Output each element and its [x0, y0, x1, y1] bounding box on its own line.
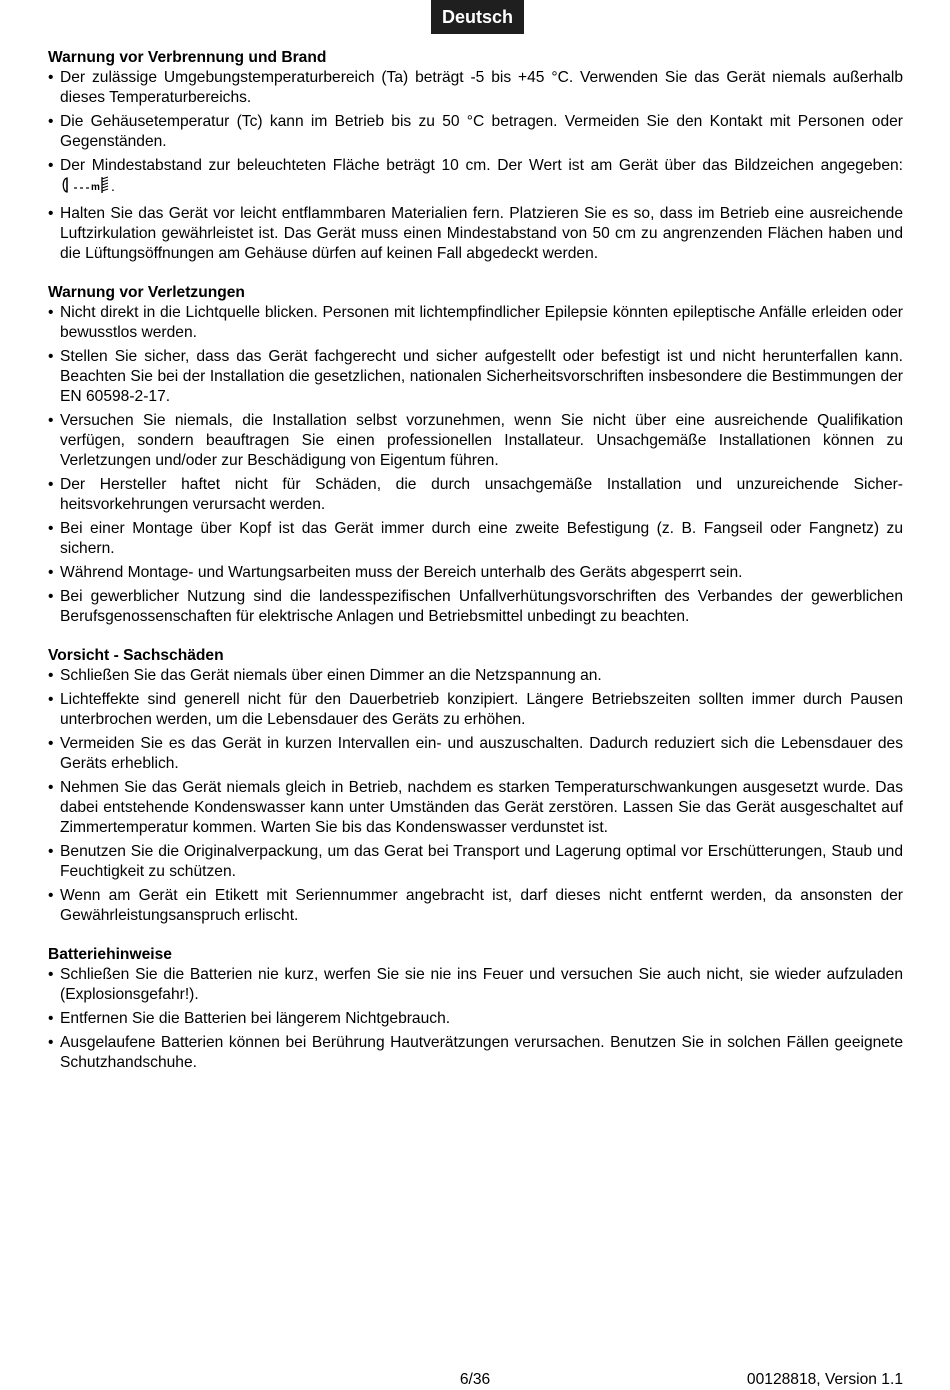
list-item: • Schließen Sie das Gerät niemals über einen Dimmer an die Netzspannung an.	[48, 666, 903, 686]
list-item: • Wenn am Gerät ein Etikett mit Seriennummer angebracht ist, darf dieses nicht entfernt werden, da ansonsten der Gewährleistungsanspruch erlischt.	[48, 886, 903, 926]
list-item: • Versuchen Sie niemals, die Installation selbst vorzunehmen, wenn Sie nicht über eine ausreichende Qualifikation verfügen, sondern beauftragen Sie einen professionellen Installateur. Unsachgemäße Installationen können zu Verletzungen und/oder zur Beschädigung von Eigentum führen.	[48, 411, 903, 471]
list-item: • Stellen Sie sicher, dass das Gerät fachgerecht und sicher aufgestellt oder befestigt ist und nicht herunterfallen kann. Beachten Sie bei der Installation die gesetzlichen, nationalen Sicherheitsvorschriften insbesondere die Bestimmungen der EN 60598-2-17.	[48, 347, 903, 407]
svg-text:.: .	[111, 178, 115, 194]
section-title: Batteriehinweise	[48, 946, 172, 963]
bullet-list	[48, 666, 903, 926]
section-batteries	[48, 945, 903, 1073]
list-item	[48, 156, 903, 200]
section-title: Vorsicht - Sachschäden	[48, 647, 224, 664]
list-item: • Der zulässige Umgebungstemperaturbereich (Ta) beträgt -5 bis +45 °C. Verwenden Sie das Gerät niemals außerhalb dieses Temperaturbereichs.	[48, 68, 903, 108]
list-item-text: Der Mindestabstand zur beleuchteten Fläche beträgt 10 cm. Der Wert ist am Gerät über das Bildzeichen angegeben:	[60, 157, 903, 174]
list-item: • Während Montage- und Wartungsarbeiten muss der Bereich unterhalb des Geräts abgesperrt sein.	[48, 563, 903, 583]
minimum-distance-icon	[60, 176, 118, 200]
section-burn-fire	[48, 48, 903, 264]
list-item: • Die Gehäusetemperatur (Tc) kann im Betrieb bis zu 50 °C betragen. Vermeiden Sie den Kontakt mit Personen oder Gegenständen.	[48, 112, 903, 152]
list-item: • Ausgelaufene Batterien können bei Berührung Hautverätzungen verursachen. Benutzen Sie in solchen Fällen geeignete Schutzhandschuhe.	[48, 1033, 903, 1073]
symbol-label: m	[91, 182, 100, 193]
bullet-list	[48, 303, 903, 627]
list-item: • Schließen Sie die Batterien nie kurz, werfen Sie sie nie ins Feuer und versuchen Sie auch nicht, sie wieder aufzuladen (Explosionsgefahr!).	[48, 965, 903, 1005]
list-item: • Nehmen Sie das Gerät niemals gleich in Betrieb, nachdem es starken Temperaturschwankungen ausgesetzt wurde. Das dabei entstehende Kondenswasser kann unter Umständen das Gerät zerstören. Lassen Sie das Gerät ausgeschaltet auf Zimmertemperatur kommen. Warten Sie bis das Kondenswasser verdunstet ist.	[48, 778, 903, 838]
section-title: Warnung vor Verletzungen	[48, 284, 245, 301]
section-title: Warnung vor Verbrennung und Brand	[48, 49, 327, 66]
section-property-damage	[48, 646, 903, 926]
document-body	[48, 48, 903, 1092]
list-item: • Bei einer Montage über Kopf ist das Gerät immer durch eine zweite Befestigung (z. B. Fangseil oder Fangnetz) zu sichern.	[48, 519, 903, 559]
list-item: • Der Hersteller haftet nicht für Schäden, die durch unsachgemäße Installation und unzureichende Sicher-heitsvorkehrungen verursacht werden.	[48, 475, 903, 515]
list-item: • Halten Sie das Gerät vor leicht entflammbaren Materialien fern. Platzieren Sie es so, dass im Betrieb eine ausreichende Luftzirkulation gewährleistet ist. Das Gerät muss einen Mindestabstand von 50 cm zu angrenzenden Flächen haben und die Lüftungsöffnungen am Gehäuse dürfen auf keinen Fall abgedeckt werden.	[48, 204, 903, 264]
page-number: 6/36	[459, 1371, 491, 1388]
list-item: • Nicht direkt in die Lichtquelle blicken. Personen mit lichtempfindlicher Epilepsie könnten epileptische Anfälle erleiden oder bewusstlos werden.	[48, 303, 903, 343]
list-item: • Entfernen Sie die Batterien bei längerem Nichtgebrauch.	[48, 1009, 903, 1029]
list-item: • Vermeiden Sie es das Gerät in kurzen Intervallen ein- und auszuschalten. Dadurch reduziert sich die Lebensdauer des Geräts erheblich.	[48, 734, 903, 774]
document-id: 00128818, Version 1.1	[746, 1371, 903, 1388]
list-item: • Lichteffekte sind generell nicht für den Dauerbetrieb konzipiert. Längere Betriebszeiten sollten immer durch Pausen unterbrochen werden, um die Lebensdauer des Geräts zu erhöhen.	[48, 690, 903, 730]
bullet-list	[48, 68, 903, 264]
section-injury	[48, 283, 903, 627]
language-badge: Deutsch	[431, 0, 524, 34]
list-item: • Benutzen Sie die Originalverpackung, um das Gerat bei Transport und Lagerung optimal vor Erschütterungen, Staub und Feuchtigkeit zu schützen.	[48, 842, 903, 882]
bullet-list	[48, 965, 903, 1073]
list-item: • Bei gewerblicher Nutzung sind die landesspezifischen Unfallverhütungsvorschriften des Verbandes der gewerblichen Berufsgenossenschaften für elektrische Anlagen und Betriebsmittel unbedingt zu beachten.	[48, 587, 903, 627]
